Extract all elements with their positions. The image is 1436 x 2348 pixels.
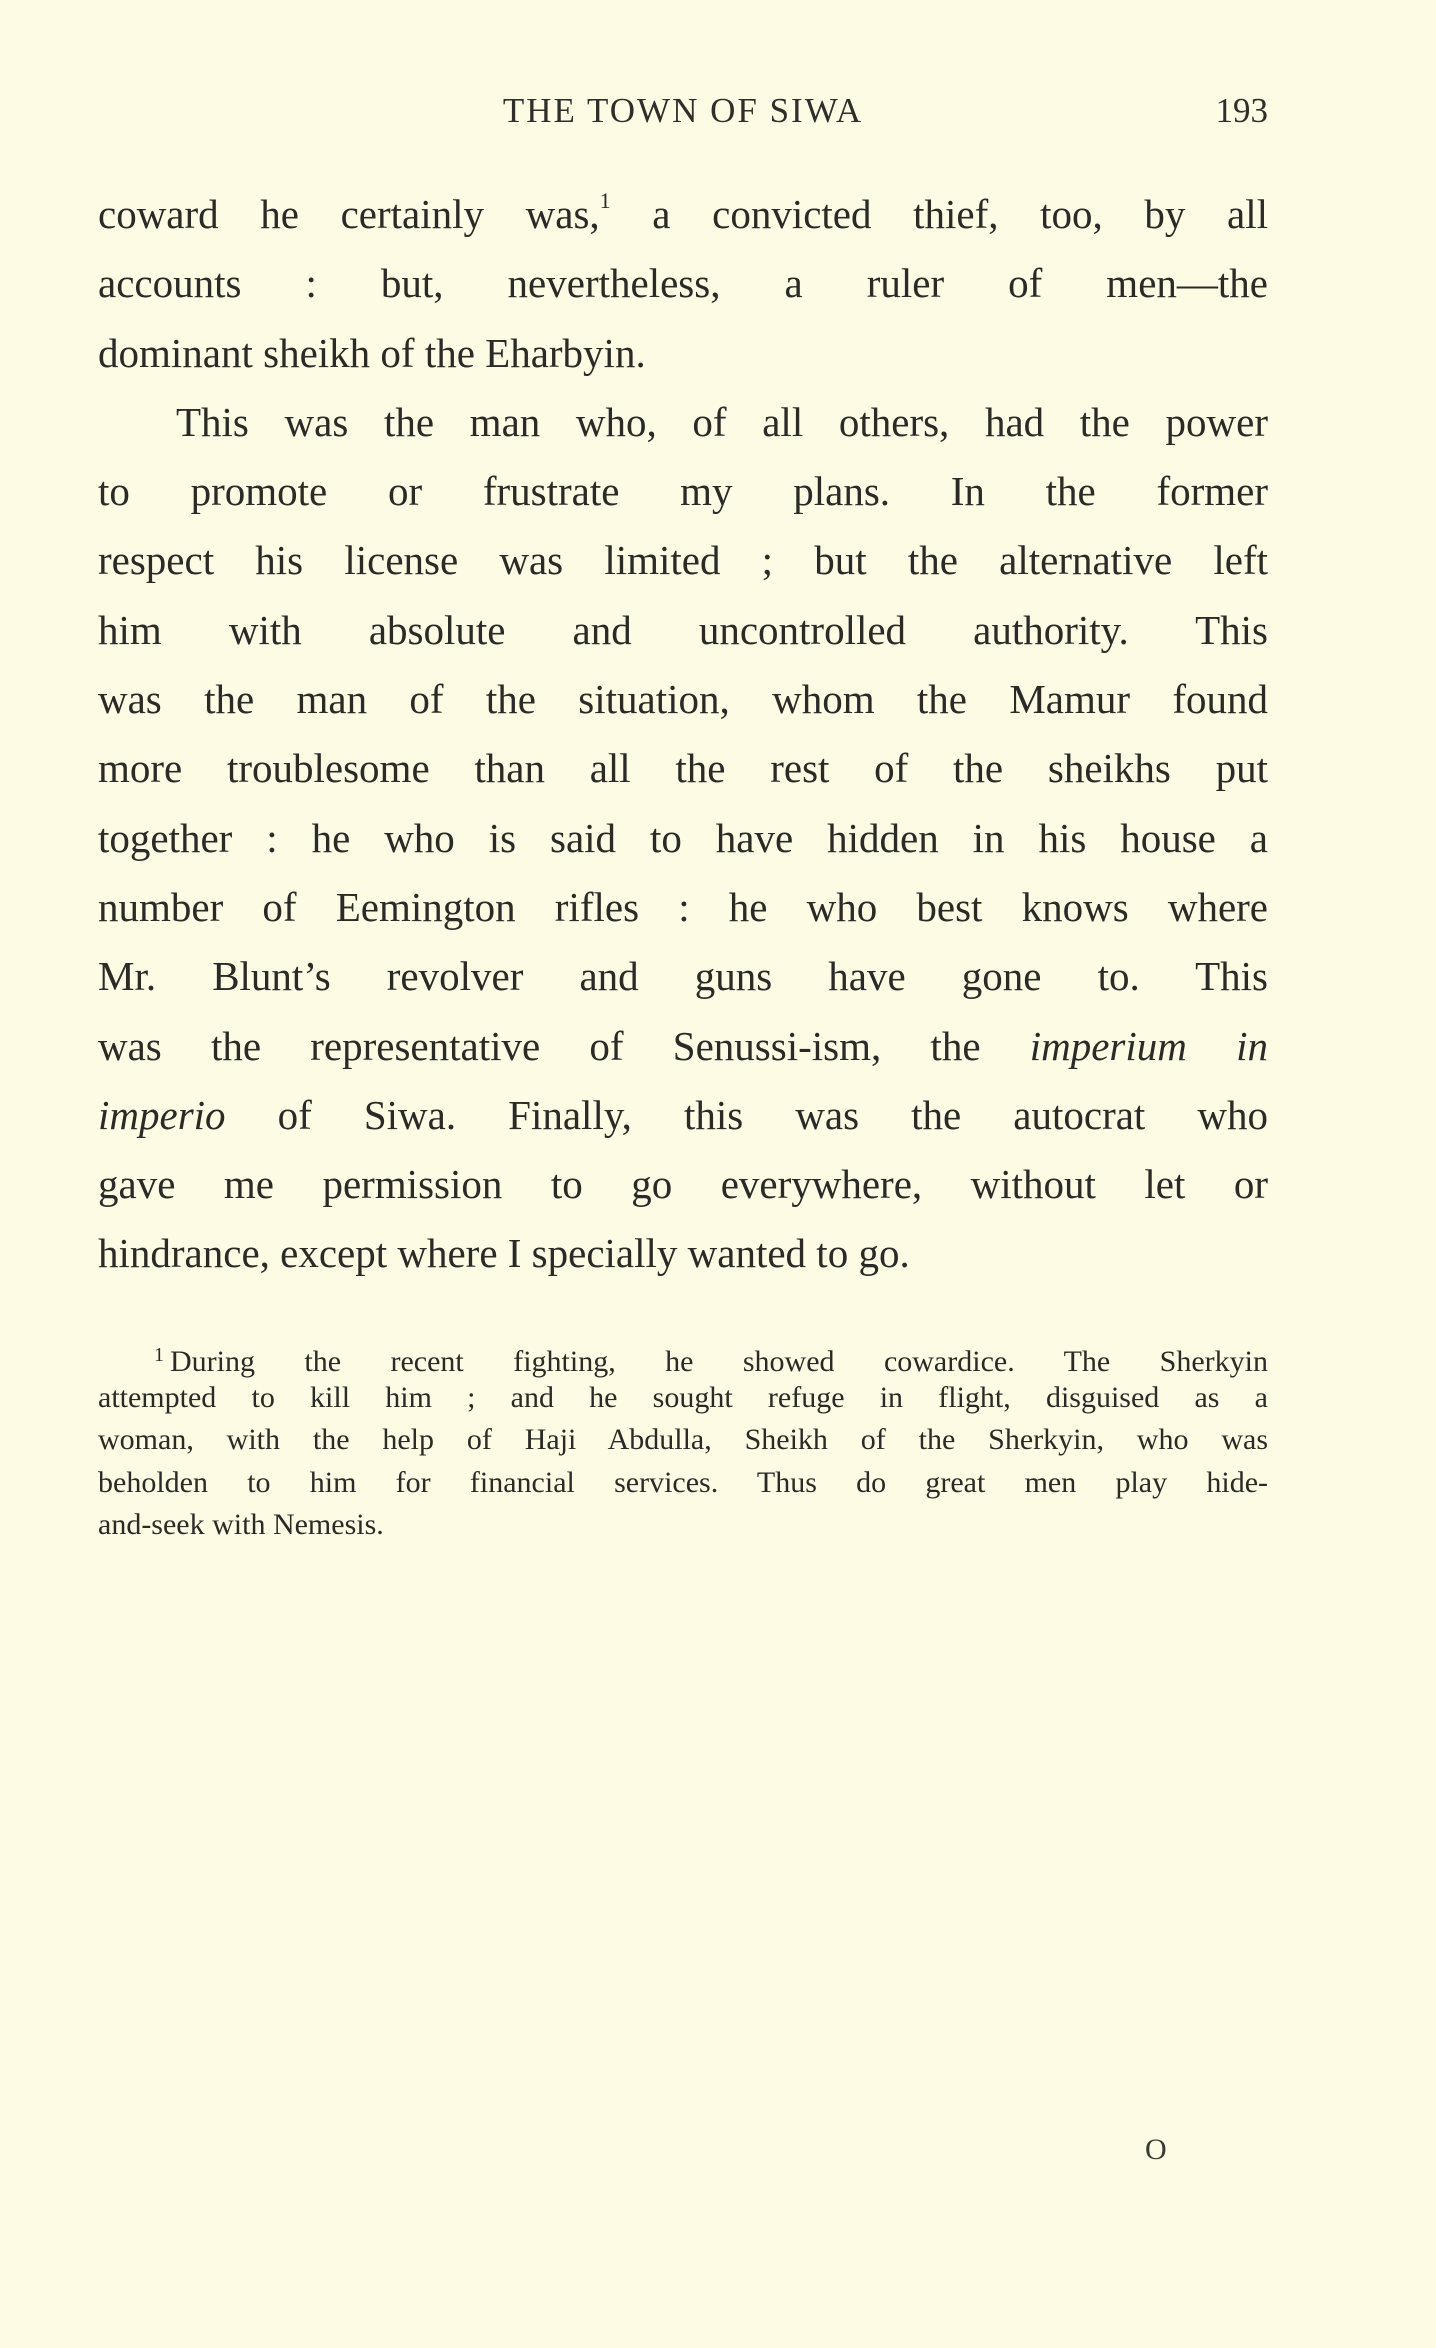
page-number: 193: [1215, 91, 1268, 130]
main-text: [98, 180, 1268, 1289]
text-line: was the man of the situation, whom the Mamur found: [98, 676, 1268, 723]
text-line: number of Eemington rifles : he who best knows where: [98, 883, 1268, 930]
running-head: [98, 86, 1268, 136]
footnote-reference: 1: [599, 188, 611, 213]
text-span: was the representative of Senussi-ism, the: [98, 1022, 1030, 1069]
text-line: Mr. Blunt’s revolver and guns have gone to. This: [98, 953, 1268, 1000]
text-span: a convicted thief, too, by all: [610, 191, 1268, 237]
italic-phrase: imperium in: [1029, 1022, 1268, 1069]
footnote-mark: 1: [154, 1344, 164, 1366]
footnote-text: During the recent fighting, he showed cowardice. The Sherkyin: [170, 1345, 1268, 1378]
signature-mark: O: [1145, 2133, 1167, 2166]
text-span: of Siwa. Finally, this was the autocrat who: [225, 1091, 1268, 1138]
text-line: [98, 180, 1268, 249]
footnote: [98, 1334, 1268, 1547]
footnote-line: and-seek with Nemesis.: [98, 1508, 384, 1541]
text-line: accounts : but, nevertheless, a ruler of men—the: [98, 260, 1268, 307]
text-line: together : he who is said to have hidden in his house a: [98, 814, 1268, 861]
footnote-line: [98, 1334, 1268, 1377]
running-title: THE TOWN OF SIWA: [502, 91, 864, 130]
footnote-line: attempted to kill him ; and he sought refuge in flight, disguised as a: [98, 1380, 1268, 1414]
text-line: [98, 1081, 1268, 1150]
italic-phrase: imperio: [98, 1091, 226, 1138]
footnote-line: beholden to him for financial services. Thus do great men play hide-: [98, 1465, 1268, 1499]
text-line: hindrance, except where I specially wanted to go.: [98, 1230, 910, 1277]
text-line: dominant sheikh of the Eharbyin.: [98, 329, 646, 376]
text-line: gave me permission to go everywhere, without let or: [98, 1161, 1268, 1208]
text-line: more troublesome than all the rest of the sheikhs put: [98, 745, 1268, 792]
footnote-line: woman, with the help of Haji Abdulla, Sheikh of the Sherkyin, who was: [98, 1423, 1268, 1456]
text-line: respect his license was limited ; but the alternative left: [98, 537, 1268, 584]
text-span: coward he certainly was,: [98, 191, 600, 237]
text-line: him with absolute and uncontrolled authority. This: [98, 606, 1268, 653]
paragraph-first-line: This was the man who, of all others, had the power: [176, 398, 1268, 445]
text-line: [98, 1012, 1268, 1081]
text-line: to promote or frustrate my plans. In the former: [98, 468, 1268, 515]
